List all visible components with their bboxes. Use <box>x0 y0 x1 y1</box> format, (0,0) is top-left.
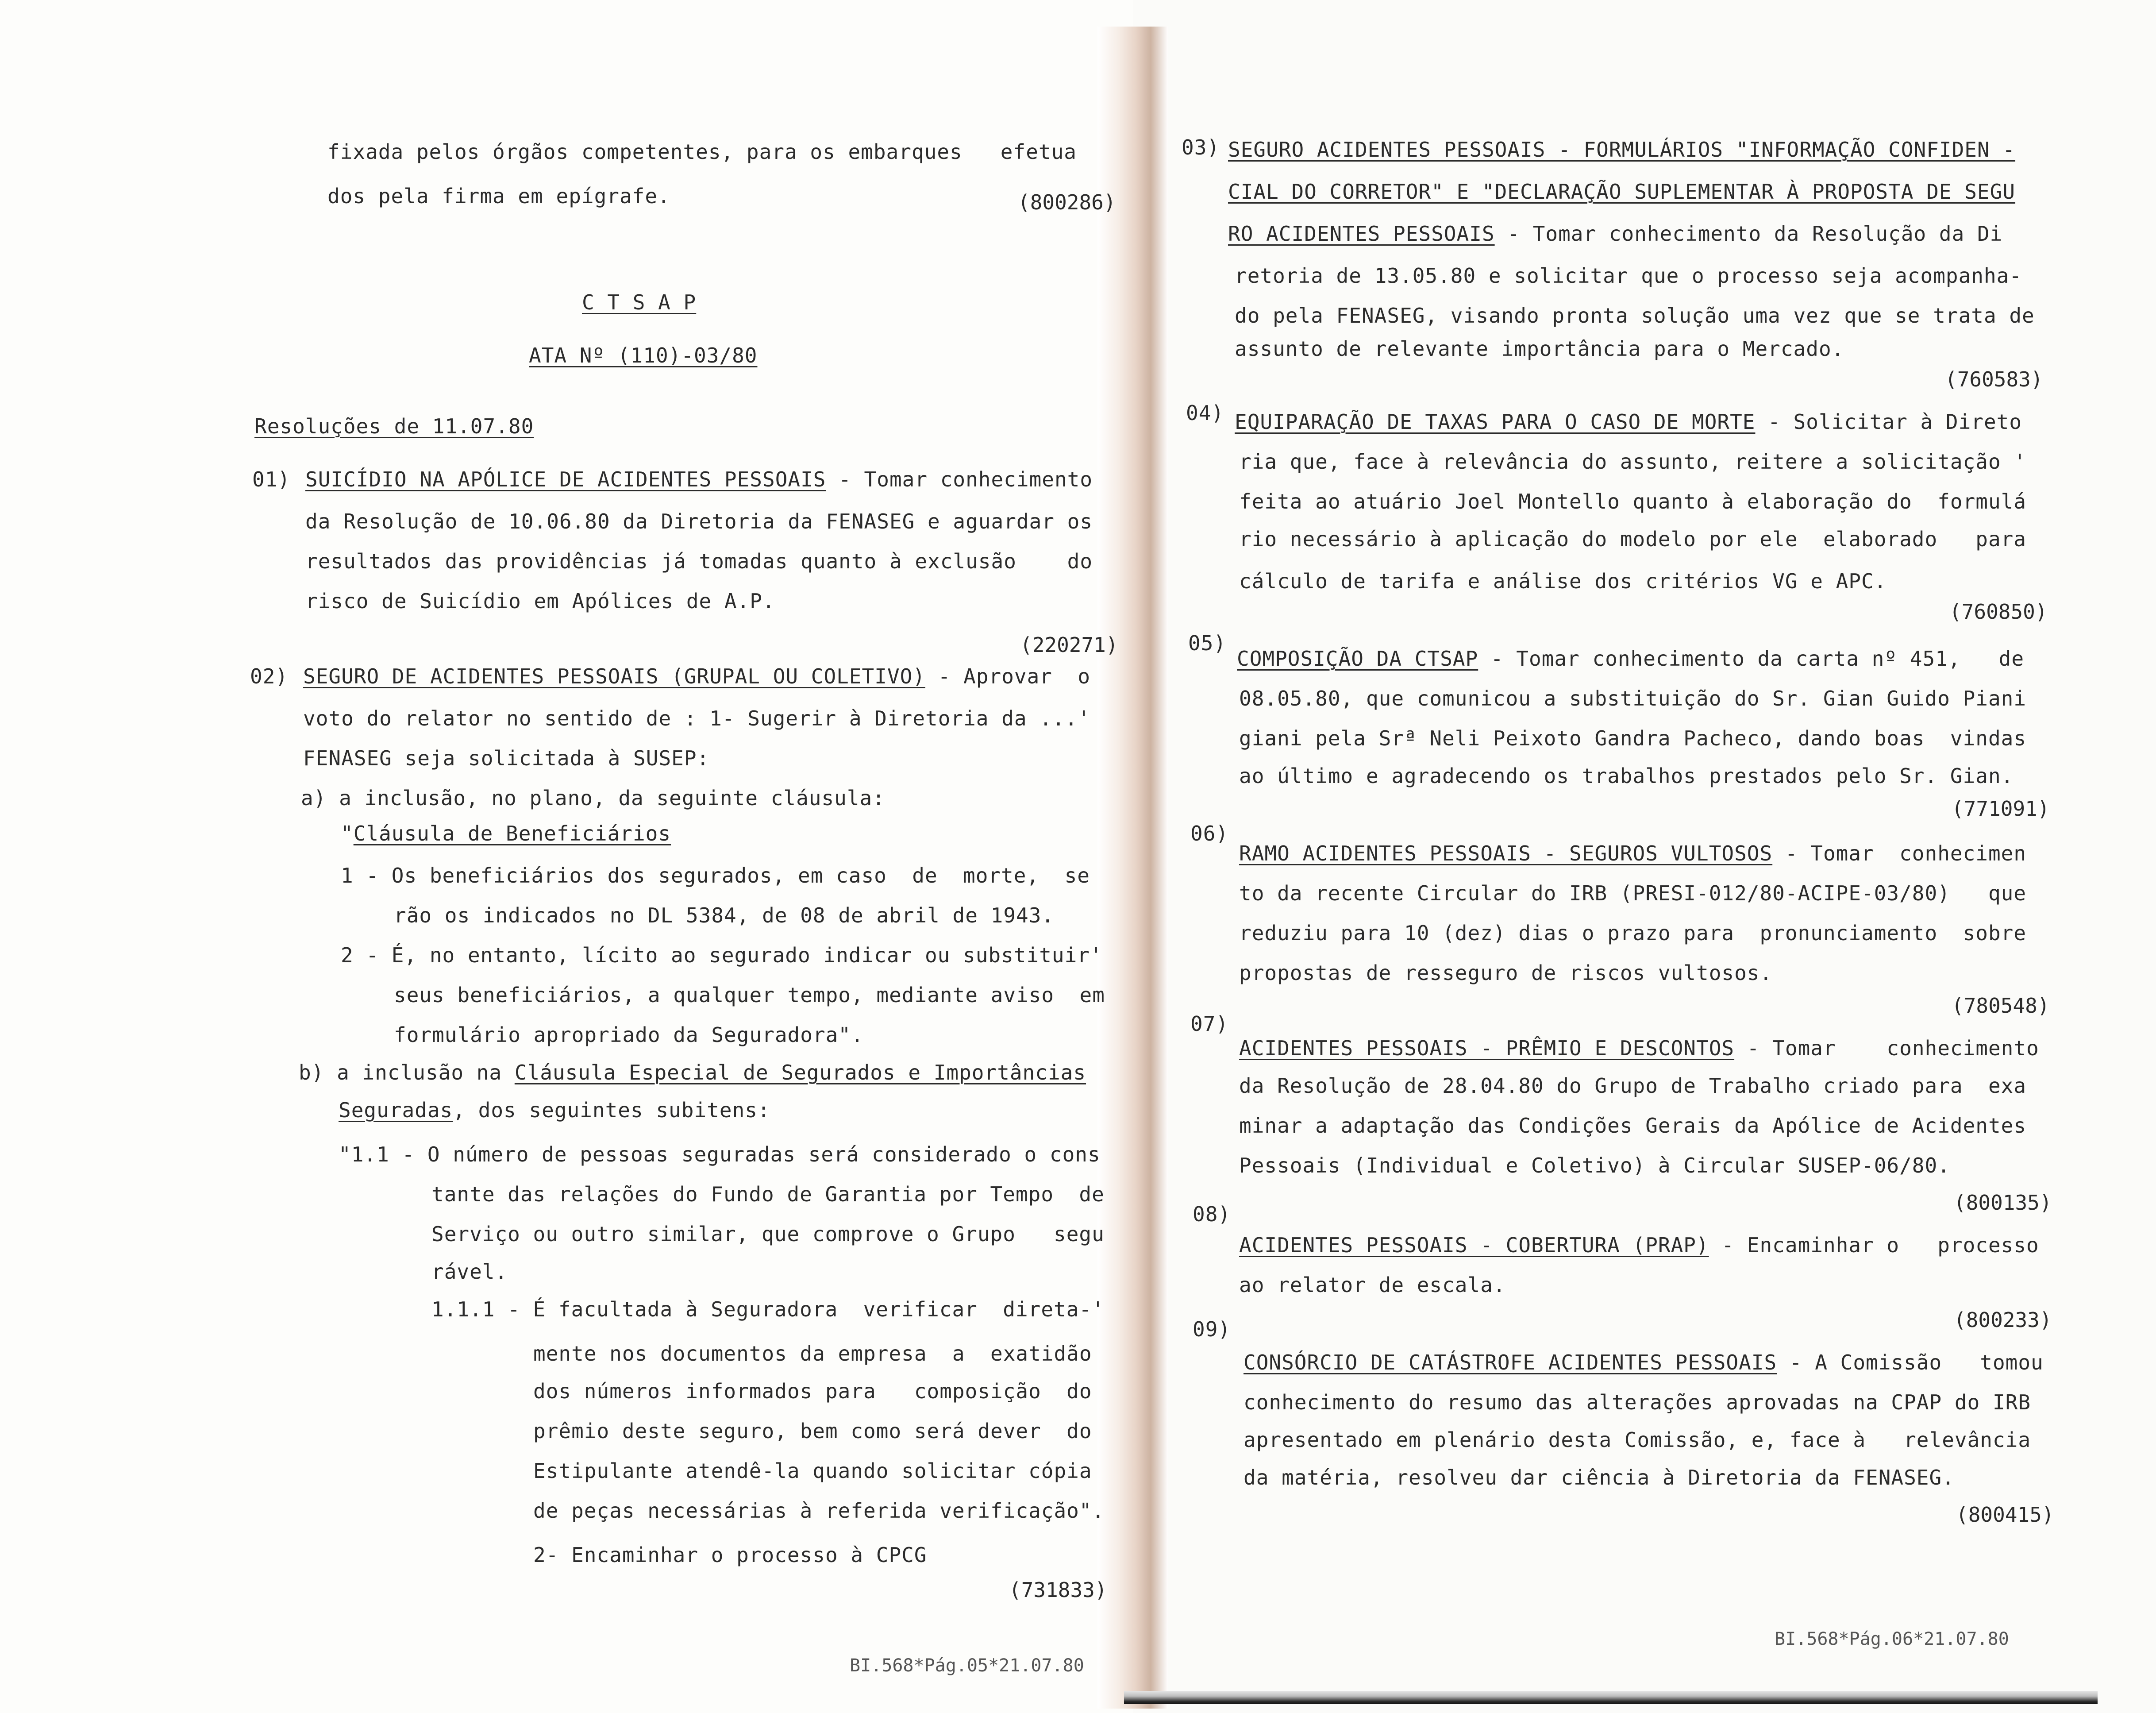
clause-line: Serviço ou outro similar, que comprove o Grupo segu <box>431 1222 1105 1246</box>
item-number: 03) <box>1182 135 1220 159</box>
reference-number: (220271) <box>1020 633 1118 657</box>
item-heading: ACIDENTES PESSOAIS - PRÊMIO E DESCONTOS <box>1239 1036 1735 1060</box>
reference-number: (800135) <box>1954 1191 2052 1215</box>
reference-number: (780548) <box>1952 994 2050 1018</box>
item-number: 05) <box>1188 631 1227 655</box>
subitem-text: , dos seguintes subitens: <box>453 1098 770 1122</box>
clause-line: dos números informados para composição do <box>533 1379 1092 1403</box>
item-line: retoria de 13.05.80 e solicitar que o processo seja acompanha- <box>1235 264 2022 288</box>
item-number: 06) <box>1190 822 1229 845</box>
item-text: - Solicitar à Direto <box>1755 410 2022 434</box>
ata-title: ATA Nº (110)-03/80 <box>529 343 758 367</box>
item-heading: RO ACIDENTES PESSOAIS <box>1228 222 1495 246</box>
continuation-line-2: dos pela firma em epígrafe. <box>327 184 670 208</box>
item-line: ria que, face à relevância do assunto, reitere a solicitação ' <box>1239 450 2027 474</box>
item-heading: ACIDENTES PESSOAIS - COBERTURA (PRAP) <box>1239 1233 1709 1257</box>
item-line: apresentado em plenário desta Comissão, e, face à relevância <box>1244 1428 2031 1452</box>
clause-line: mente nos documentos da empresa a exatidão <box>533 1342 1092 1366</box>
item-paragraph <box>1228 221 2002 246</box>
item-paragraph <box>1235 409 2022 434</box>
item-text: - Encaminhar o processo <box>1709 1233 2039 1257</box>
item-text: - Tomar conhecimen <box>1772 841 2027 865</box>
clause-line: de peças necessárias à referida verificação". <box>533 1499 1105 1523</box>
clause-title-continued: Seguradas <box>339 1098 453 1122</box>
item-line: conhecimento do resumo das alterações aprovadas na CPAP do IRB <box>1244 1390 2031 1414</box>
item-heading: COMPOSIÇÃO DA CTSAP <box>1237 647 1478 671</box>
item-number: 02) <box>250 664 289 688</box>
subitem-line <box>339 1098 770 1123</box>
item-heading: SEGURO ACIDENTES PESSOAIS - FORMULÁRIOS "INFORMAÇÃO CONFIDEN - <box>1228 138 2016 162</box>
reference-number: (760583) <box>1945 367 2043 391</box>
item-line: resultados das providências já tomadas quanto à exclusão do <box>305 549 1093 573</box>
bottom-edge-shadow <box>1124 1691 2098 1704</box>
reference-number: (800286) <box>1018 190 1116 214</box>
clause-title: Cláusula Especial de Segurados e Importâncias <box>514 1061 1086 1084</box>
subitem-text: b) a inclusão na <box>299 1061 515 1084</box>
page-footer: BI.568*Pág.05*21.07.80 <box>850 1655 1084 1676</box>
item-line: ao relator de escala. <box>1239 1273 1506 1297</box>
item-line: do pela FENASEG, visando pronta solução uma vez que se trata de <box>1235 304 2035 328</box>
item-line: Pessoais (Individual e Coletivo) à Circular SUSEP-06/80. <box>1239 1154 1950 1177</box>
item-line: da matéria, resolveu dar ciência à Diretoria da FENASEG. <box>1244 1466 1955 1489</box>
item-text: - Tomar conhecimento <box>1734 1036 2039 1060</box>
reference-number: (731833) <box>1009 1578 1107 1602</box>
section-heading: C T S A P <box>582 290 697 314</box>
item-line: FENASEG seja solicitada à SUSEP: <box>303 746 710 770</box>
item-text: - Aprovar o <box>925 664 1091 688</box>
item-line: minar a adaptação das Condições Gerais da Apólice de Acidentes <box>1239 1114 2027 1138</box>
item-heading: RAMO ACIDENTES PESSOAIS - SEGUROS VULTOSOS <box>1239 841 1773 865</box>
clause-title-line <box>341 821 671 846</box>
item-heading: SUICÍDIO NA APÓLICE DE ACIDENTES PESSOAIS <box>305 467 826 491</box>
book-spine-shadow <box>1097 27 1168 1709</box>
item-heading: CONSÓRCIO DE CATÁSTROFE ACIDENTES PESSOAIS <box>1244 1350 1777 1374</box>
reference-number: (771091) <box>1952 797 2050 821</box>
item-paragraph <box>305 467 1093 492</box>
item-paragraph <box>1239 1233 2039 1258</box>
opening-quote: " <box>341 822 354 845</box>
item-line: rio necessário à aplicação do modelo por ele elaborado para <box>1239 527 2027 551</box>
item-number: 04) <box>1186 401 1224 425</box>
item-line: cálculo de tarifa e análise dos critérios VG e APC. <box>1239 569 1887 593</box>
item-line: ao último e agradecendo os trabalhos prestados pelo Sr. Gian. <box>1239 764 2014 788</box>
item-number: 01) <box>252 467 291 491</box>
reference-number: (800415) <box>1956 1503 2054 1527</box>
clause-line: tante das relações do Fundo de Garantia por Tempo de <box>431 1182 1105 1206</box>
clause-line: "1.1 - O número de pessoas seguradas será considerado o cons <box>339 1142 1101 1166</box>
item-text: - A Comissão tomou <box>1777 1350 2044 1374</box>
clause-line: 1 - Os beneficiários dos segurados, em caso de morte, se <box>341 864 1090 887</box>
item-paragraph <box>1239 841 2026 866</box>
clause-line: 2 - É, no entanto, lícito ao segurado indicar ou substituir' <box>341 943 1103 967</box>
clause-line: rão os indicados no DL 5384, de 08 de abril de 1943. <box>394 903 1055 927</box>
clause-line: Estipulante atendê-la quando solicitar cópia <box>533 1459 1092 1483</box>
clause-line: rável. <box>431 1260 508 1284</box>
clause-line: prêmio deste seguro, bem como será dever do <box>533 1419 1092 1443</box>
clause-line: formulário apropriado da Seguradora". <box>394 1023 864 1047</box>
item-paragraph <box>303 664 1090 689</box>
item-text: - Tomar conhecimento da carta nº 451, de <box>1478 647 2025 671</box>
reference-number: (800233) <box>1954 1308 2052 1332</box>
item-heading: CIAL DO CORRETOR" E "DECLARAÇÃO SUPLEMENTAR À PROPOSTA DE SEGU <box>1228 180 2016 204</box>
item-line: 2- Encaminhar o processo à CPCG <box>533 1543 927 1567</box>
clause-line: 1.1.1 - É facultada à Seguradora verificar direta-' <box>431 1297 1105 1321</box>
page-footer: BI.568*Pág.06*21.07.80 <box>1775 1629 2009 1649</box>
item-paragraph <box>1237 646 2024 671</box>
resolutions-date: Resoluções de 11.07.80 <box>254 414 534 438</box>
item-line: propostas de resseguro de riscos vultosos. <box>1239 961 1773 985</box>
item-line: 08.05.80, que comunicou a substituição do Sr. Gian Guido Piani <box>1239 687 2027 710</box>
item-line: reduziu para 10 (dez) dias o prazo para pronunciamento sobre <box>1239 921 2027 945</box>
item-line: da Resolução de 28.04.80 do Grupo de Trabalho criado para exa <box>1239 1074 2027 1098</box>
item-number: 09) <box>1193 1317 1231 1341</box>
item-heading: SEGURO DE ACIDENTES PESSOAIS (GRUPAL OU COLETIVO) <box>303 664 926 688</box>
continuation-line-1: fixada pelos órgãos competentes, para os embarques efetua <box>327 140 1077 164</box>
item-text: - Tomar conhecimento da Resolução da Di <box>1494 222 2003 246</box>
item-line: to da recente Circular do IRB (PRESI-012/80-ACIPE-03/80) que <box>1239 881 2027 905</box>
item-line: voto do relator no sentido de : 1- Sugerir à Diretoria da ...' <box>303 706 1091 730</box>
subitem-line: a) a inclusão, no plano, da seguinte cláusula: <box>301 786 885 810</box>
item-number: 08) <box>1193 1202 1231 1226</box>
item-number: 07) <box>1190 1012 1229 1036</box>
item-paragraph <box>1239 1036 2039 1061</box>
item-paragraph <box>1244 1350 2044 1375</box>
subitem-line <box>299 1060 1086 1085</box>
clause-line: seus beneficiários, a qualquer tempo, mediante aviso em <box>394 983 1105 1007</box>
item-line: giani pela Srª Neli Peixoto Gandra Pacheco, dando boas vindas <box>1239 726 2027 750</box>
reference-number: (760850) <box>1949 600 2048 624</box>
item-line: da Resolução de 10.06.80 da Diretoria da FENASEG e aguardar os <box>305 509 1093 533</box>
item-text: - Tomar conhecimento <box>826 467 1093 491</box>
item-line: feita ao atuário Joel Montello quanto à elaboração do formulá <box>1239 490 2027 513</box>
item-heading: EQUIPARAÇÃO DE TAXAS PARA O CASO DE MORTE <box>1235 410 1756 434</box>
item-line: assunto de relevante importância para o Mercado. <box>1235 337 1844 361</box>
clause-title: Cláusula de Beneficiários <box>353 822 671 845</box>
item-line: risco de Suicídio em Apólices de A.P. <box>305 589 775 613</box>
